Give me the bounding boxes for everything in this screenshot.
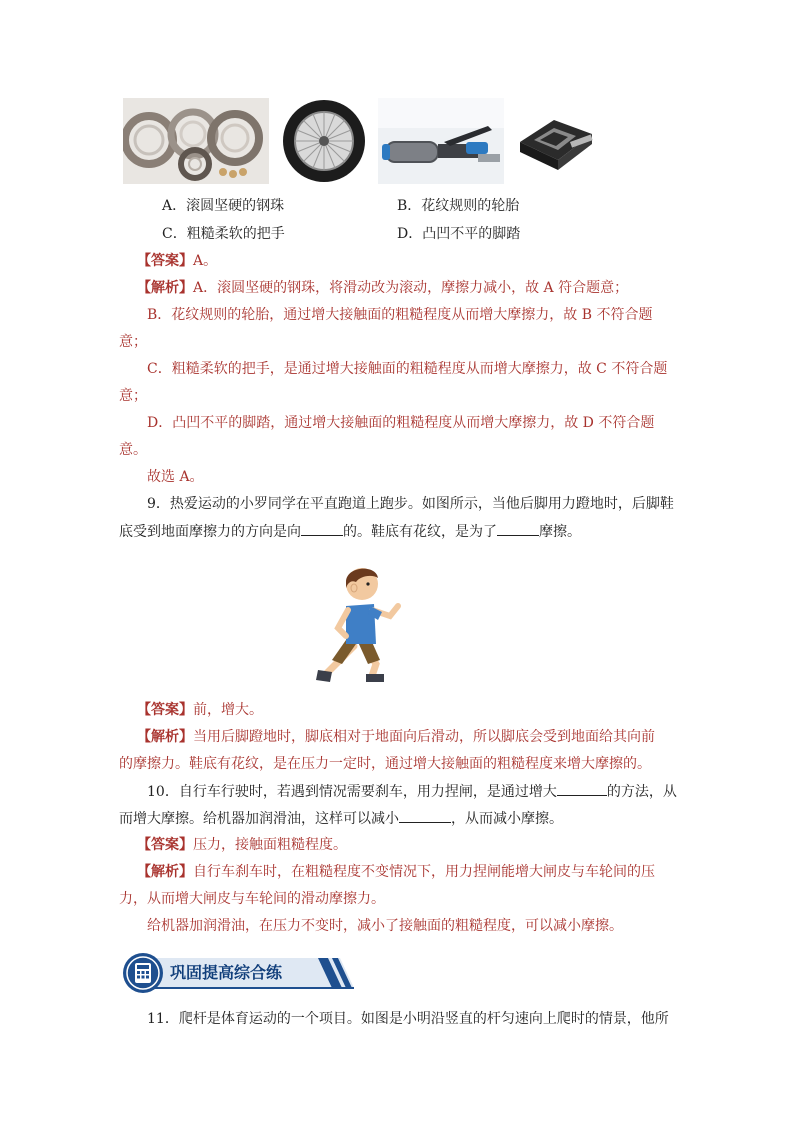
q10-blank-1 [557, 781, 607, 796]
handle-image [378, 98, 504, 184]
q9-stem-line1: 9．热爱运动的小罗同学在平直跑道上跑步。如图所示，当他后脚用力蹬地时，后脚鞋 [147, 496, 674, 512]
section-title: 巩固提高综合练 [170, 963, 283, 982]
answer-tag: 【答案】 [137, 837, 193, 853]
q8-analysis-c2: 意； [119, 388, 147, 404]
running-boy-image [310, 560, 412, 690]
q11-stem-line1: 11．爬杆是体育运动的一个项目。如图是小明沿竖直的杆匀速向上爬时的情景，他所 [147, 1011, 669, 1027]
q10-stem-line2 [119, 808, 563, 829]
q8-analysis-b1: B．花纹规则的轮胎，通过增大接触面的粗糙程度从而增大摩擦力，故 B 不符合题 [147, 307, 653, 323]
q8-analysis-b2: 意； [119, 334, 147, 350]
q10-analysis-2: 力，从而增大闸皮与车轮间的滑动摩擦力。 [119, 891, 385, 907]
pedal-image [514, 112, 596, 176]
q10-stem-line1 [147, 781, 677, 802]
q9-stem-part1: 底受到地面摩擦力的方向是向 [119, 524, 301, 540]
bearing-image [123, 98, 269, 184]
tire-image [278, 98, 370, 184]
q10-blank-2 [399, 808, 451, 823]
section-banner [122, 952, 358, 994]
q9-analysis-2: 的摩擦力。鞋底有花纹，是在压力一定时，通过增大接触面的粗糙程度来增大摩擦的。 [119, 756, 651, 772]
option-a: A．滚圆坚硬的钢珠 [162, 198, 285, 214]
q8-analysis-d1: D．凸凹不平的脚踏，通过增大接触面的粗糙程度从而增大摩擦力，故 D 不符合题 [147, 415, 655, 431]
q10-stem-part1: 10．自行车行驶时，若遇到情况需要刹车，用力捏闸，是通过增大 [147, 784, 557, 800]
option-c: C．粗糙柔软的把手 [162, 226, 285, 242]
answer-text: 前，增大。 [193, 702, 263, 718]
q9-stem-part2: 的。鞋底有花纹，是为了 [343, 524, 497, 540]
option-b: B．花纹规则的轮胎 [397, 198, 520, 214]
analysis-tag: 【解析】 [137, 864, 193, 880]
q10-analysis-3: 给机器加润滑油，在压力不变时，减小了接触面的粗糙程度，可以减小摩擦。 [147, 918, 623, 934]
analysis-tag: 【解析】 [137, 280, 193, 296]
q9-stem-part3: 摩擦。 [539, 524, 581, 540]
q10-stem-part3: 而增大摩擦。给机器加润滑油，这样可以减小 [119, 811, 399, 827]
analysis-text: 当用后脚蹬地时，脚底相对于地面向后滑动，所以脚底会受到地面给其向前 [193, 729, 655, 745]
answer-tag: 【答案】 [137, 253, 193, 269]
q8-conclusion: 故选 A。 [147, 469, 204, 485]
q10-analysis-1 [137, 862, 655, 882]
calculator-icon [122, 952, 164, 994]
analysis-text: A．滚圆坚硬的钢珠，将滑动改为滚动，摩擦力减小，故 A 符合题意； [193, 280, 629, 296]
q9-analysis-1 [137, 727, 655, 747]
q9-answer [137, 700, 263, 720]
q8-answer [137, 251, 217, 271]
answer-text: 压力，接触面粗糙程度。 [193, 837, 347, 853]
answer-text: A。 [193, 253, 218, 269]
option-d: D．凸凹不平的脚踏 [397, 226, 521, 242]
q9-blank-2 [497, 521, 539, 536]
q10-answer [137, 835, 347, 855]
q8-analysis-a [137, 278, 628, 298]
q9-stem-line2 [119, 521, 581, 542]
answer-tag: 【答案】 [137, 702, 193, 718]
q9-blank-1 [301, 521, 343, 536]
q10-stem-part4: ，从而减小摩擦。 [451, 811, 563, 827]
q8-analysis-d2: 意。 [119, 442, 147, 458]
analysis-text: 自行车刹车时，在粗糙程度不变情况下，用力捏闸能增大闸皮与车轮间的压 [193, 864, 655, 880]
q10-stem-part2: 的方法，从 [606, 784, 677, 800]
analysis-tag: 【解析】 [137, 729, 193, 745]
q8-analysis-c1: C．粗糙柔软的把手，是通过增大接触面的粗糙程度从而增大摩擦力，故 C 不符合题 [147, 361, 668, 377]
